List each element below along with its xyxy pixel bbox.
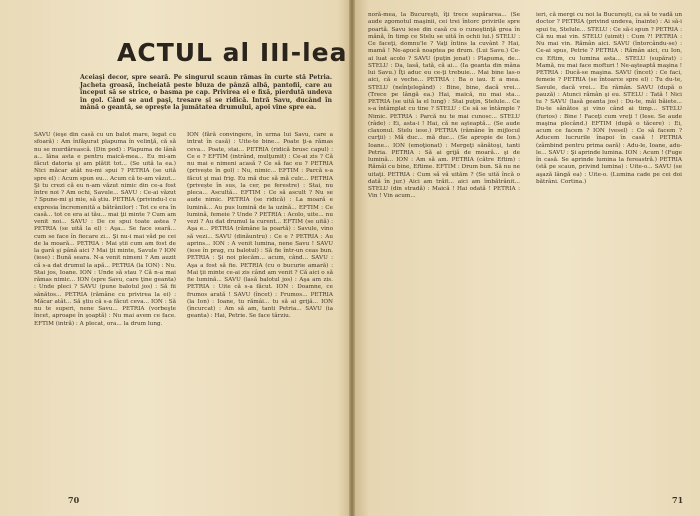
column-text: ieri, că mergi cu noi la Bucureşti, ca să te vadă un doctor ? PETRIA (privind undeva, înainte) : Ai să-i spui tu, Stelule... STELU : Ce să-i spun ? PETRIA : Că nu mai vin. STELU (uimit) : Cum ?! PETRIA : Nu mai vin. Rămân aici. SAVU (întorcându-se) : Ce-ai spus, Petrie ? PETRIA : Rămân aici, cu Ion, cu Eftim, cu lumina asta... STELU (supărat) : Mamă, nu mai face mofturi ! Ne-aşteaptă maşina ! PETRIA : Ducă-se maşina. SAVU (încet) : Ce faci, femeie ? PETRIA (se întoarce spre el) : Tu du-te, Savule, dacă vrei... Eu rămân. SAVU (după o pauză) : Atunci rămân şi eu. STELU : Tată ! Nici tu ? SAVU (lasă geanta jos) : Du-te, măi băiete... Du-te sănătos şi vino când ai timp... STELU (furios) : Bine ! Faceţi cum vreţi ! (Iese. Se aude maşina plecând.) EFTIM (după o tăcere) : Ei, acum ce facem ? ION (vesel) : Ce să facem ? Aducem lucrurile înapoi în casă ! PETRIA (zâmbind pentru prima oară) : Adu-le, Ioane, adu-le... SAVU : Şi aprinde lumina. ION : Acum ! (Fuge în casă. Se aprinde lumina la fereastră.) PETRIA (stă pe scaun, privind lumina) : Uite-o... SAVU (se aşază lângă ea) : Uite-o. (Lumina cade pe cei doi bătrâni. Cortina.) <box>536 12 683 185</box>
page-number-right: 71 <box>672 495 684 505</box>
column-text: noră-mea, la Bucureşti, îţi trece supărarea... (Se aude zgomotul maşinii, cei trei întorc privirile spre poartă. Savu iese din casă cu o cunoştinţă grea în mână, în timp ce Stelu se uită în ochii lui.) STELU : Ce faceţi, domnu'le ? Vaţi întins la cuvânt ? Hai, mamă ! Ne-apucă noaptea pe drum. (Lui Savu.) Ce-ai luat acolo ? SAVU (puţin jenat) : Plapuma, de... STELU : Da, lasă, tată, că ai... (Ia geanta din mâna lui Savu.) Îţi aduc eu ce-ţi trebuie... Mai bine las-o aici, că e veche... PETRIA : Ba o iau. E a mea. STELU (neînţelegând) : Bine, bine, dacă vrei... (Trece pe lângă ea.) Hai, maică, nu mai sta... PETRIA (se uită la el lung) : Stai puţin, Stelule... Ce s-a întâmplat cu tine ? STELU : Ce să se întâmple ? Nimic. PETRIA : Parcă nu te mai cunosc... STELU (râde) : Ei, asta-i ! Hai, că ne aşteaptă... (Se aude claxonul. Stelu iese.) PETRIA (rămâne în mijlocul curţii) : Mă duc... mă duc... (Se apropie de Ion.) Ioane... ION (emoţionat) : Mergeţi sănătoşi, tanti Petria. PETRIA : Să ai grijă de moară... şi de lumină... ION : Am să am. PETRIA (către Eftim) : Rămâi cu bine, Eftime. EFTIM : Drum bun. Să nu ne uitaţi. PETRIA : Cum să vă uităm ? (Se uită încă o dată în jur.) Aici am trăit... aici am îmbătrânit... STELU (din stradă) : Maică ! Hai odată ! PETRIA : Vin ! Vin acum... <box>368 12 520 200</box>
column-text: SAVU (ieşe din casă cu un balot mare, legat cu sfoară) : Am înfăşurat plapuma în velinţă, că să nu se murdărească. (Din pod) : Plapuma de lână a... lâna asta e pentru maică-mea... Eu mi-am făcut datoria şi am plătit tot... (Se uită la ea.) Nici măcar atât nu-mi spui ? PETRIA (se uită spre el) : Acum spun eu... Acum că te-am văzut... Şi tu crezi că eu n-am văzut nimic din ce-a fost între noi ? Am ochi, Savule... SAVU : Ce-ai văzut ? Spune-mi şi mie, să ştiu. PETRIA (privindu-l cu expresia încremenită a bătrânilor) : Tot ce era în casă... tot ce era ai tău... mai ţii minte ? Cum am venit noi... SAVU : De ce spui toate astea ? PETRIA (se uită la el) : Aşa... Se face seară... cum se face în fiecare zi... Şi nu-i mai văd pe cei de la moară... PETRIA : Mai știi cum am fost de la gară şi până aici ? Mai ţii minte, Savule ? ION (iese) : Bună seara. N-a venit nimeni ? Am auzit că s-a dat drumul la apă... PETRIA (la ION) : Nu. Stai jos, Ioane. ION : Unde să stau ? Că n-a mai rămas nimic... ION (spre Savu, care ţine geanta) : Unde pleci ? SAVU (pune balotul jos) : Să fii sănătos... PETRIA (rămâne cu privirea la ei) : Măcar atât... Să ştiu că s-a făcut ceva... ION : Să nu te superi, nene Savu... PETRIA (vorbeşte încet, aproape în şoaptă) : Nu mai avem ce face. EFTIM (intră) : A plecat, ora... la drum lung. <box>34 132 176 327</box>
book-gutter <box>349 0 355 516</box>
left-page-column-1 <box>34 132 176 328</box>
stage-directions-intro: Aceiaşi decor, spre seară. Pe singurul scaun rămas în curte stă Petria. Jacheta groasă, încheiată peste bluza de pânză albă, pantofii, care au început să se strice, o basma pe cap. Privirea ei e fixă, pierdută undeva în gol. Când se aud paşi, tresare și se ridică. Intră Savu, ducând în mână o geantă, se oprește la jumătatea drumului, apoi vine spre ea. <box>80 74 332 112</box>
column-text: ION (fără convingere, în urma lui Savu, care a intrat în casă) : Uite-te bine... Poate ţi-a rămas ceva... Poate, stai... PETRIA (ridică brusc capul) : Ce e ? EFTIM (intrând, mulţumit) : Ce-ai zis ? Că nu mai e nimeni acasă ? Ce să fac eu ? PETRIA (privește în gol) : Nu, nimic... EFTIM : Parcă s-a făcut şi mai frig. Eu mă duc să mă culc... PETRIA (privește în sus, la cer, pe ferestre) : Stai, nu pleca... Ascultă... EFTIM : Ce să ascult ? Nu se aude nimic. PETRIA (se ridică) : La moară e lumină... Au pus lumină de la uzină... EFTIM : Ce lumină, femeie ? Unde ? PETRIA : Acolo, uite... nu vezi ? Au dat drumul la curent... EFTIM (se uită) : Aşa e... PETRIA (rămâne la poartă) : Savule, vino să vezi... SAVU (dinăuntru) : Ce e ? PETRIA : Au aprins... ION : A venit lumina, nene Savu ! SAVU (iese în prag, cu balotul) : Să fie într-un ceas bun. PETRIA : Şi noi plecăm... acum, când... SAVU : Aşa a fost să fie. PETRIA (cu o bucurie amară) : Mai ţii minte ce-ai zis când am venit ? Că aici o să fie lumină... SAVU (lasă balotul jos) : Aşa am zis. PETRIA : Uite că s-a făcut. ION : Doamne, ce frumos arată ! SAVU (încet) : Frumos... PETRIA (la Ion) : Ioane, tu rămâi... tu să ai grijă... ION (încurcat) : Am să am, tanti Petria... SAVU (ia geanta) : Hai, Petrie. Se face târziu. <box>187 132 333 320</box>
page-number-left: 70 <box>68 495 80 505</box>
right-page-column-1 <box>368 12 520 201</box>
right-page <box>352 0 700 516</box>
right-page-column-2 <box>536 12 682 186</box>
act-title: ACTUL al III-lea <box>117 38 348 67</box>
left-page-column-2 <box>187 132 333 321</box>
